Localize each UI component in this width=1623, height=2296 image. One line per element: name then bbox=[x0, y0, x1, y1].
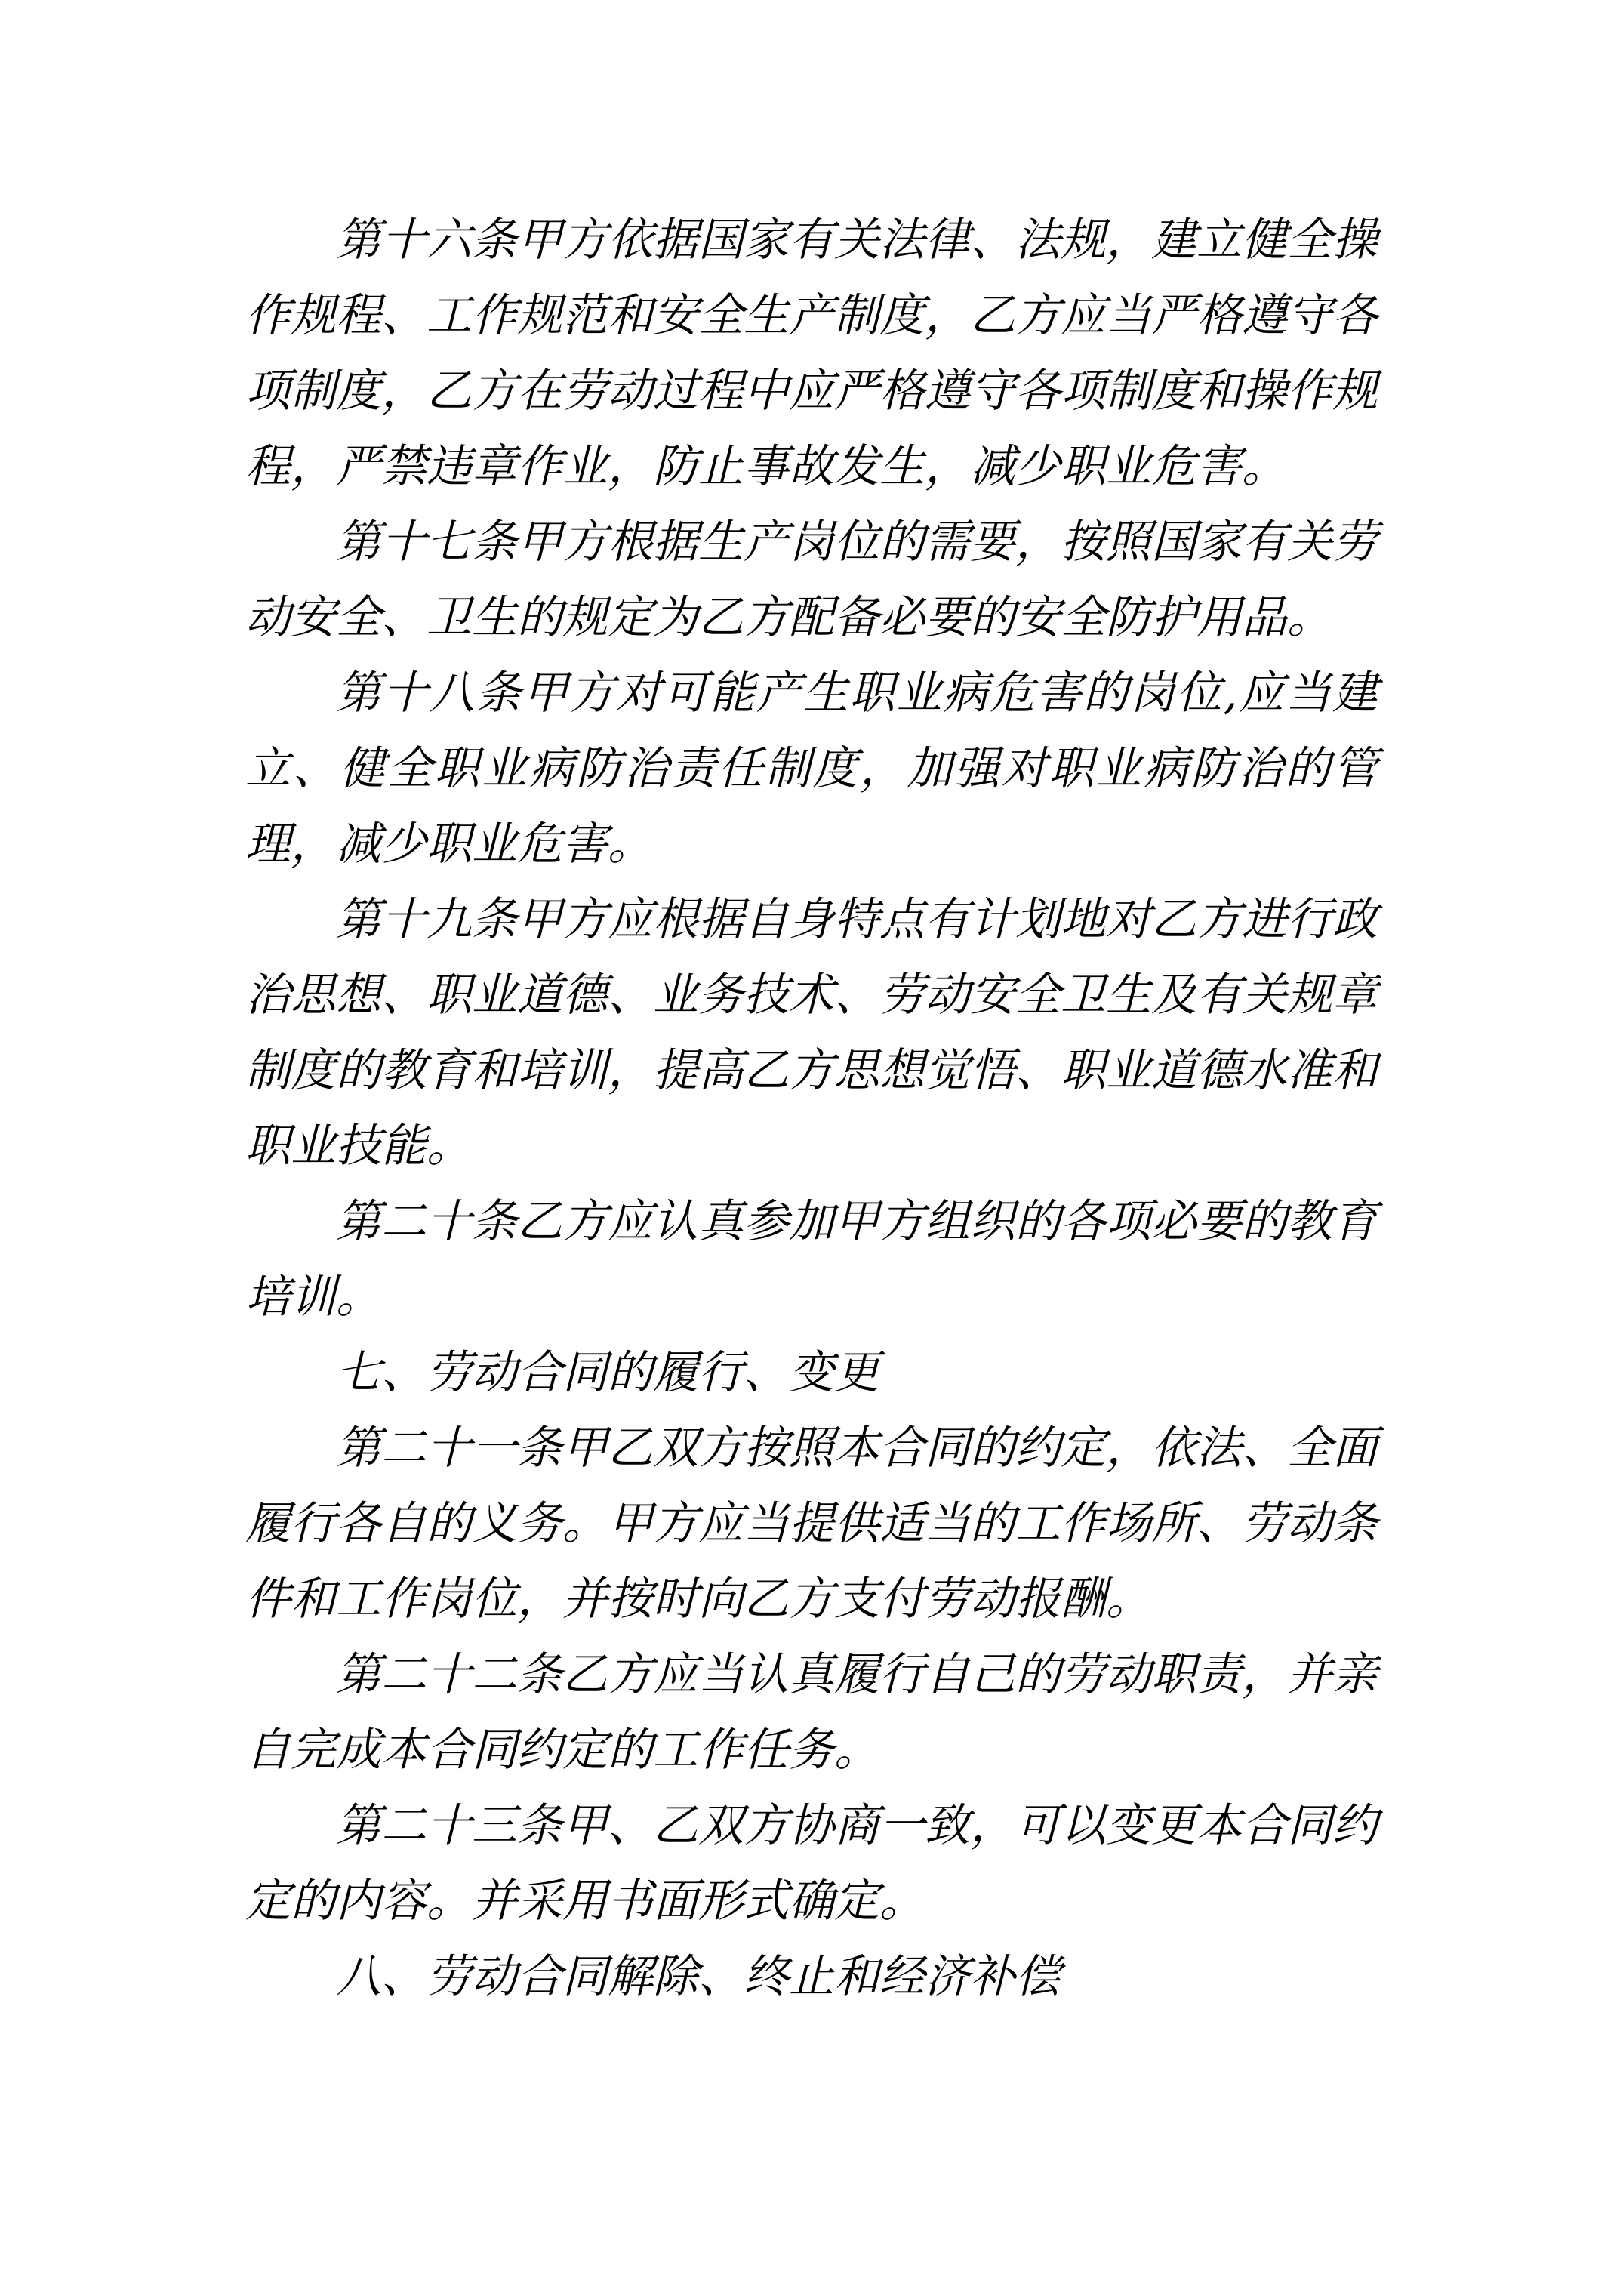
paragraph: 第二十条乙方应认真参加甲方组织的各项必要的教育培训。 bbox=[245, 1195, 1378, 1324]
paragraph: 七、劳动合同的履行、变更 bbox=[336, 1346, 879, 1399]
paragraph: 第十八条甲方对可能产生职业病危害的岗位,应当建立、健全职业病防治责任制度，加强对职业病防治的管理，减少职业危害。 bbox=[245, 667, 1378, 871]
document-body bbox=[245, 202, 1378, 2014]
paragraph: 第十九条甲方应根据自身特点有计划地对乙方进行政治思想、职业道德、业务技术、劳动安全卫生及有关规章制度的教育和培训，提高乙方思想觉悟、职业道德水准和职业技能。 bbox=[245, 893, 1378, 1173]
paragraph: 第十七条甲方根据生产岗位的需要，按照国家有关劳动安全、卫生的规定为乙方配备必要的安全防护用品。 bbox=[245, 516, 1378, 644]
paragraph: 第二十二条乙方应当认真履行自己的劳动职责，并亲自完成本合同约定的工作任务。 bbox=[245, 1648, 1378, 1777]
paragraph: 八、劳动合同解除、终止和经济补偿 bbox=[336, 1950, 1061, 2003]
paragraph: 第二十一条甲乙双方按照本合同的约定，依法、全面履行各自的义务。甲方应当提供适当的工作场所、劳动条件和工作岗位，并按时向乙方支付劳动报酬。 bbox=[245, 1422, 1378, 1626]
paragraph: 第二十三条甲、乙双方协商一致，可以变更本合同约定的内容。并采用书面形式确定。 bbox=[245, 1799, 1378, 1928]
paragraph: 第十六条甲方依据国家有关法律、法规，建立健全操作规程、工作规范和安全生产制度，乙方应当严格遵守各项制度，乙方在劳动过程中应严格遵守各项制度和操作规程，严禁违章作业，防止事故发生，减少职业危害。 bbox=[245, 214, 1378, 493]
